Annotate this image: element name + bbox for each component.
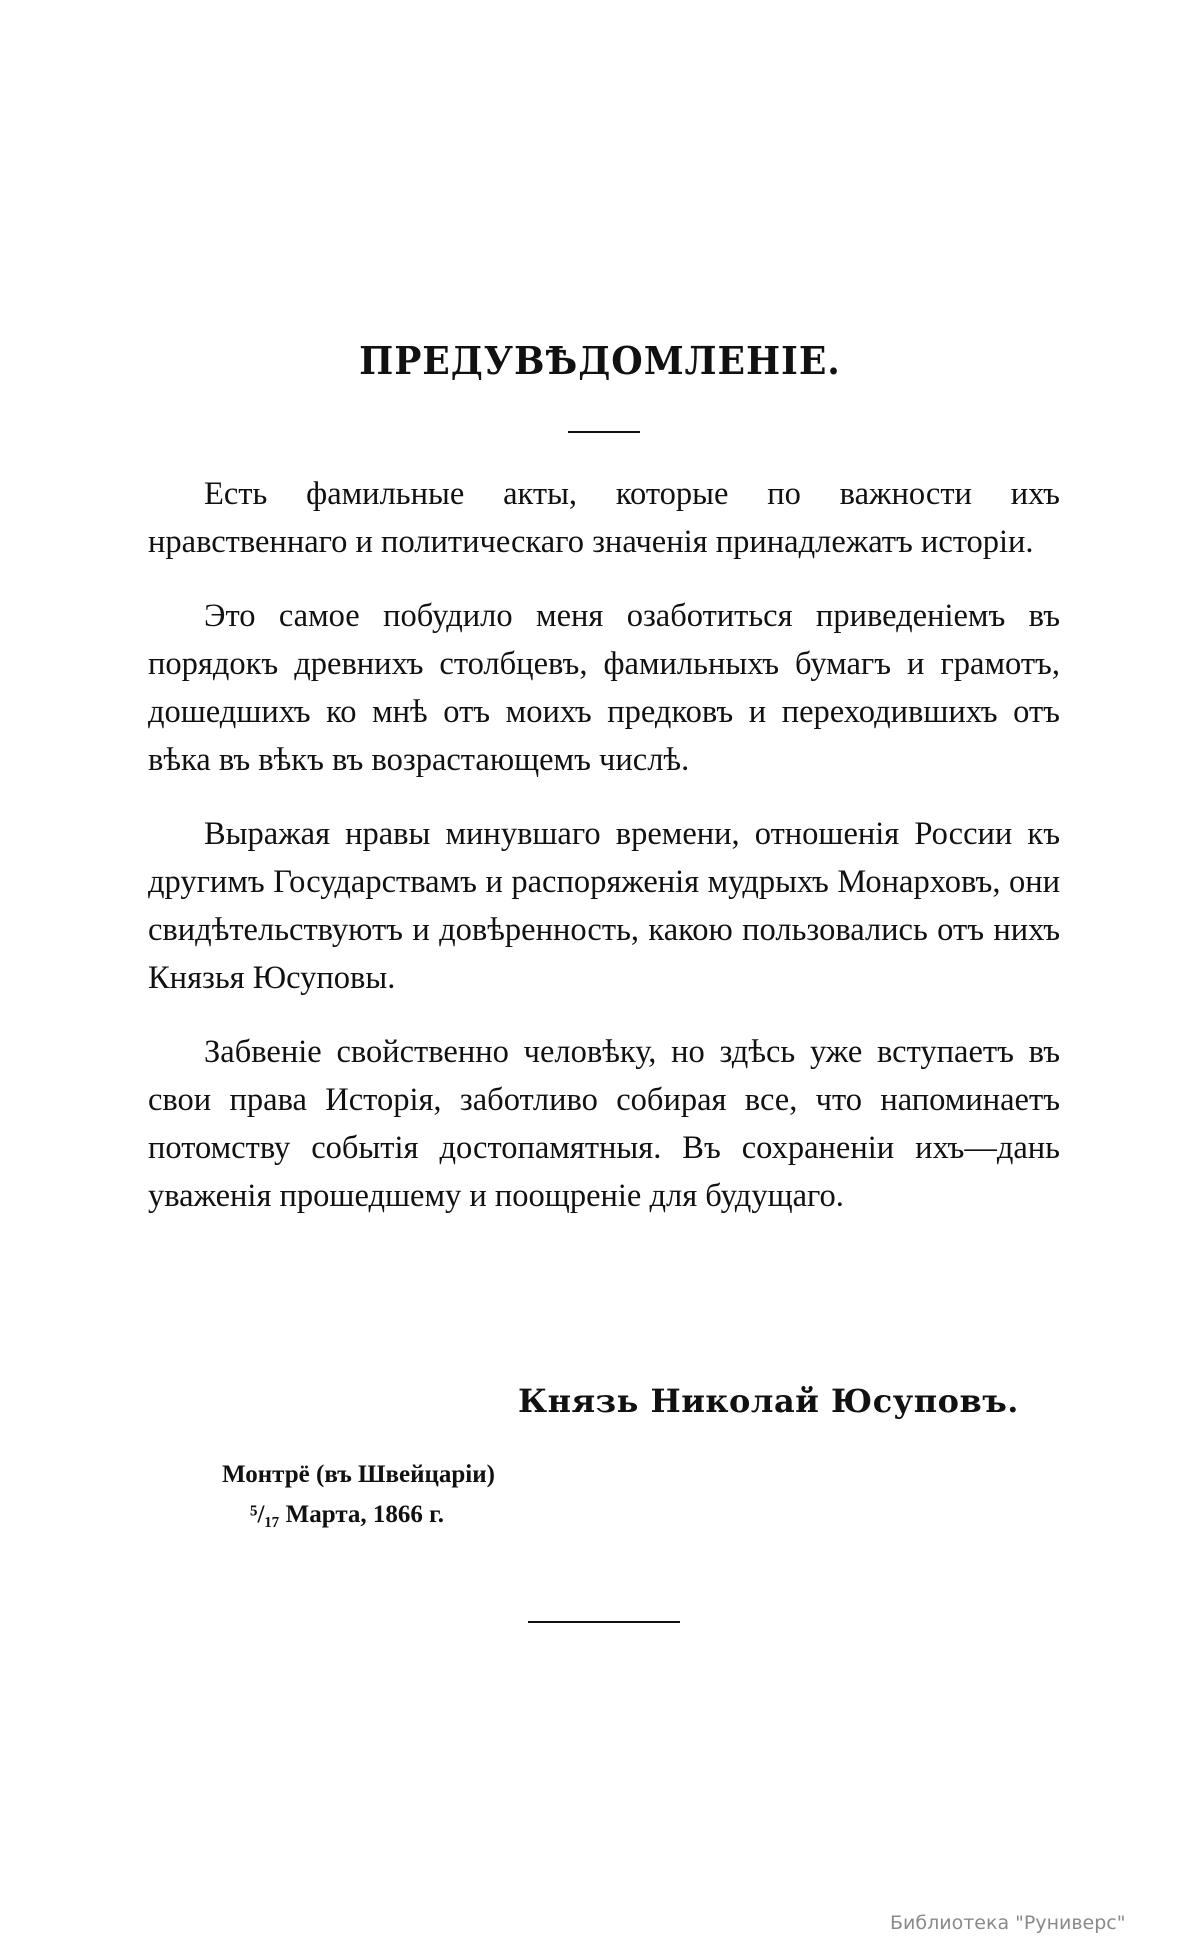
place-and-date	[222, 1455, 495, 1535]
signature: Князь Николай Юсуповъ.	[518, 1382, 1019, 1420]
closing-divider	[528, 1621, 680, 1623]
body-text	[148, 470, 1060, 1246]
library-watermark: Библиотека "Руниверс"	[890, 1912, 1126, 1934]
title-divider	[568, 431, 640, 433]
paragraph-2: Это самое побудило меня озаботиться приведеніемъ въ порядокъ древнихъ столбцевъ, фамильныхъ бумагъ и грамотъ, дошедшихъ ко мнѣ отъ моихъ предковъ и переходившихъ отъ вѣка въ вѣкъ въ возрастающемъ числѣ.	[148, 598, 1060, 778]
place: Монтрё (въ Швейцаріи)	[222, 1461, 495, 1488]
date: ⁵/₁₇ Марта, 1866 г.	[250, 1501, 444, 1528]
page-title: ПРЕДУВѢДОМЛЕНІЕ.	[359, 338, 841, 383]
paragraph-1: Есть фамильные акты, которые по важности ихъ нравственнаго и политическаго значенія принадлежатъ исторіи.	[148, 476, 1060, 560]
paragraph-4: Забвеніе свойственно человѣку, но здѣсь уже вступаетъ въ свои права Исторія, заботливо собирая все, что напоминаетъ потомству событія достопамятныя. Въ сохраненіи ихъ—дань уваженія прошедшему и поощреніе для будущаго.	[148, 1034, 1060, 1214]
paragraph-3: Выражая нравы минувшаго времени, отношенія России къ другимъ Государствамъ и распоряженія мудрыхъ Монарховъ, они свидѣтельствуютъ и довѣренность, какою пользовались отъ нихъ Князья Юсуповы.	[148, 816, 1060, 996]
